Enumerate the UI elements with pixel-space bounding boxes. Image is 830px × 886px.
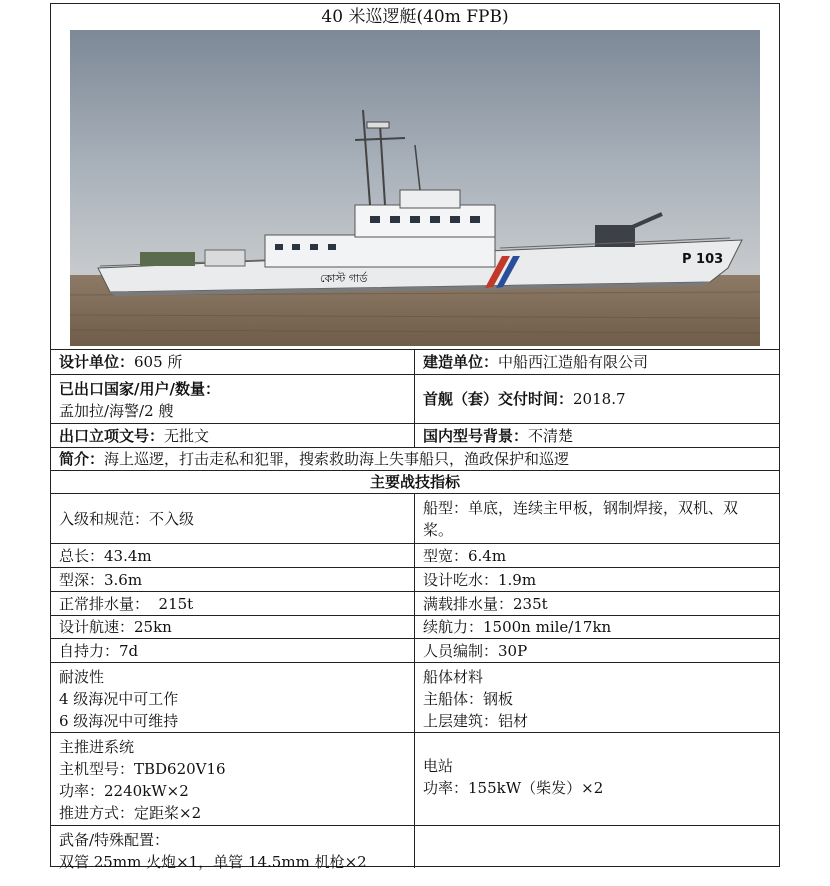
delivery-cell <box>415 375 779 423</box>
page-title: 40 米巡逻艇(40m FPB) <box>321 7 509 27</box>
hull-material-line-1: 主船体：钢板 <box>423 690 514 708</box>
class-rules: 入级和规范：不入级 <box>51 494 415 543</box>
full-displacement: 满载排水量：235t <box>423 594 548 613</box>
hull-material-cell <box>415 663 779 732</box>
delivery-label: 首舰（套）交付时间： <box>423 390 574 408</box>
domestic-cell <box>415 424 779 447</box>
row-intro <box>51 448 779 471</box>
approval-value: 无批文 <box>164 426 210 445</box>
power-station-power: 功率：155kW（柴发）×2 <box>423 779 604 797</box>
propulsion-title: 主推进系统 <box>59 738 135 756</box>
draft: 设计吃水：1.9m <box>423 570 537 589</box>
designer-value: 605 所 <box>134 353 183 371</box>
armament-detail: 双管 25mm 火炮×1，单管 14.5mm 机枪×2 <box>59 853 367 871</box>
armament-title: 武备/特殊配置： <box>59 831 170 849</box>
hull-lettering: কোস্ট গার্ড <box>320 272 368 285</box>
armament-empty-cell <box>415 826 779 868</box>
seakeeping-line-2: 6 级海况中可维持 <box>59 712 179 730</box>
designer-cell <box>51 350 415 374</box>
intro-value: 海上巡逻，打击走私和犯罪，搜索救助海上失事船只，渔政保护和巡逻 <box>104 450 570 468</box>
row-specs-header <box>51 471 779 494</box>
ship-photo <box>70 30 760 346</box>
spec-sheet <box>50 3 780 871</box>
beam: 型宽：6.4m <box>423 546 507 565</box>
intro-label: 简介： <box>59 450 105 468</box>
hull-material-line-2: 上层建筑：铝材 <box>423 712 529 730</box>
row-depth <box>51 568 779 592</box>
approval-label: 出口立项文号： <box>59 426 165 445</box>
row-armament <box>51 826 779 871</box>
export-value: 孟加拉/海警/2 艘 <box>59 402 174 420</box>
intro-cell <box>51 448 779 470</box>
row-length <box>51 544 779 568</box>
hull-material-title: 船体材料 <box>423 668 484 686</box>
approval-cell <box>51 424 415 447</box>
propulsion-mode: 推进方式：定距桨×2 <box>59 804 202 822</box>
row-class <box>51 494 779 544</box>
row-seakeeping <box>51 663 779 733</box>
domestic-label: 国内型号背景： <box>423 426 529 445</box>
row-endurance <box>51 639 779 663</box>
ship-type-cell <box>415 494 779 543</box>
propulsion-power: 功率：2240kW×2 <box>59 782 189 800</box>
speed: 设计航速：25kn <box>51 616 415 638</box>
ship-type-line-1: 船型：单底，连续主甲板，钢制焊接，双机、双 <box>423 499 739 517</box>
row-export <box>51 375 779 424</box>
builder-label: 建造单位： <box>423 353 499 371</box>
hull-number: P 103 <box>682 252 724 267</box>
specs-header: 主要战技指标 <box>369 473 460 491</box>
title-row <box>51 4 779 30</box>
propulsion-engine: 主机型号：TBD620V16 <box>59 760 226 778</box>
designer-label: 设计单位： <box>59 353 135 371</box>
normal-displacement: 正常排水量： 215t <box>51 592 415 615</box>
builder-cell <box>415 350 779 374</box>
ship-type-line-2: 桨。 <box>423 521 454 539</box>
row-displacement <box>51 592 779 616</box>
range: 续航力：1500n mile/17kn <box>423 618 612 636</box>
depth: 型深：3.6m <box>51 568 415 591</box>
export-label: 已出口国家/用户/数量： <box>59 380 220 398</box>
domestic-value: 不清楚 <box>528 426 574 445</box>
row-approval <box>51 424 779 448</box>
seakeeping-line-1: 4 级海况中可工作 <box>59 690 179 708</box>
row-designer <box>51 350 779 375</box>
crew: 人员编制：30P <box>423 641 528 660</box>
seakeeping-cell <box>51 663 415 732</box>
export-cell <box>51 375 415 423</box>
power-station-title: 电站 <box>423 757 454 775</box>
seakeeping-title: 耐波性 <box>59 668 105 686</box>
row-speed <box>51 616 779 639</box>
endurance: 自持力：7d <box>51 639 415 662</box>
row-propulsion <box>51 733 779 826</box>
delivery-value: 2018.7 <box>573 390 626 408</box>
armament-cell <box>51 826 415 871</box>
power-station-cell <box>415 733 779 825</box>
builder-value: 中船西江造船有限公司 <box>498 353 649 371</box>
propulsion-cell <box>51 733 415 825</box>
length: 总长：43.4m <box>51 544 415 567</box>
